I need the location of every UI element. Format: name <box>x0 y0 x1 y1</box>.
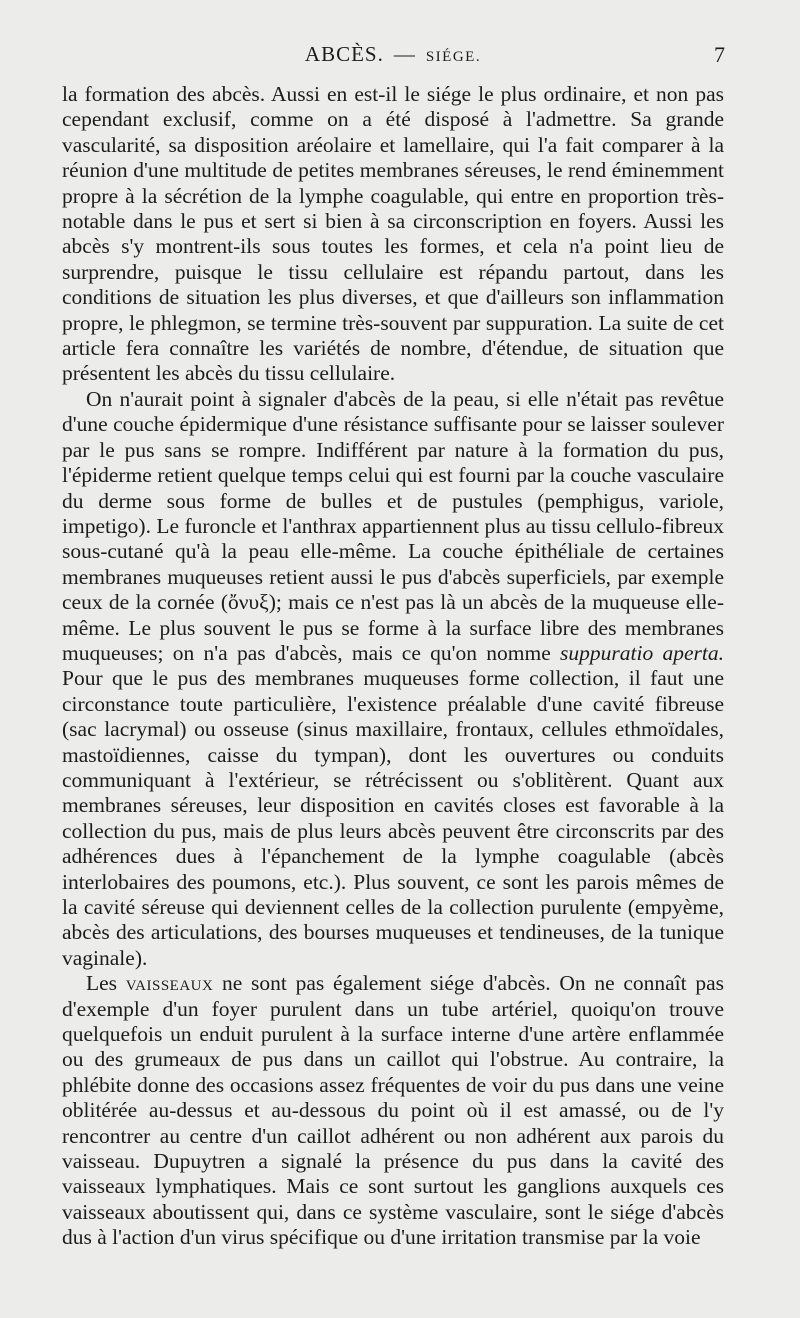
header-subtitle: SIÉGE. <box>425 49 482 65</box>
page-number: 7 <box>714 42 726 67</box>
body-text <box>62 82 724 1251</box>
paragraph-text: On n'aurait point à signaler d'abcès de la peau, si elle n'était pas revêtue d'une couche épidermique d'une résistance suffisante pour se laisser soulever par le pus sans se rompre. Indifférent par nature à la formation du pus, l'épiderme retient quelque temps celui qui est fourni par la couche vasculaire du derme sous forme de bulles et de pustules (pemphigus, variole, impetigo). Le furoncle et l'anthrax appartiennent plus au tissu cellulo-fibreux sous-cutané qu'à la peau elle-même. La couche épithéliale de certaines membranes muqueuses retient aussi le pus d'abcès superficiels, par exemple ceux de la cornée (ὄνυξ); mais ce n'est pas là un abcès de la muqueuse elle-même. Le plus souvent le pus se forme à la surface libre des membranes muqueuses; on n'a pas d'abcès, mais ce qu'on nomme <box>62 386 724 665</box>
italic-term: suppuratio aperta. <box>560 640 724 665</box>
paragraph-vessels <box>62 971 724 1250</box>
paragraph-skin-mucous <box>62 387 724 971</box>
header-separator: — <box>393 42 416 66</box>
running-header <box>62 42 724 82</box>
paragraph-text: ne sont pas également siége d'abcès. On ne connaît pas d'exemple d'un foyer purulent dans un tube artériel, quoiqu'on trouve quelquefois un enduit purulent à la surface interne d'une artère enflammée ou des grumeaux de pus dans un caillot qui l'obstrue. Au contraire, la phlébite donne des occasions assez fréquentes de voir du pus dans une veine oblitérée au-dessus et au-dessous du point où il est amassé, ou de l'y rencontrer au centre d'un caillot adhérent ou non adhérent aux parois du vaisseau. Dupuytren a signalé la présence du pus dans la cavité des vaisseaux lymphatiques. Mais ce sont surtout les ganglions auxquels ces vaisseaux aboutissent qui, dans ce système vasculaire, sont le siége d'abcès dus à l'action d'un virus spécifique ou d'une irritation transmise par la voie <box>62 971 724 1250</box>
header-title: ABCÈS. <box>304 42 384 66</box>
paragraph-text: Pour que le pus des membranes muqueuses forme collection, il faut une circonstance toute particulière, l'existence préalable d'une cavité fibreuse (sac lacrymal) ou osseuse (sinus maxillaire, frontaux, cellules ethmoïdales, mastoïdiennes, caisse du tympan), dont les ouvertures ou conduits communiquant à l'extérieur, se rétrécissent ou s'oblitèrent. Quant aux membranes séreuses, leur disposition en cavités closes est favorable à la collection du pus, mais de plus leurs abcès peuvent être circonscrits par des adhérences dues à l'épanchement de la lymphe coagulable (abcès interlobaires des poumons, etc.). Plus souvent, ce sont les parois mêmes de la cavité séreuse qui deviennent celles de la collection purulente (empyème, abcès des articulations, des bourses muqueuses et tendineuses, de la tunique vaginale). <box>62 666 724 970</box>
smallcaps-term: vaisseaux <box>125 971 214 996</box>
paragraph-continued: la formation des abcès. Aussi en est-il le siége le plus ordinaire, et non pas cependant exclusif, comme on a été disposé à l'admettre. Sa grande vascularité, sa disposition aréolaire et lamellaire, qui l'a fait comparer à la réunion d'une multitude de petites membranes séreuses, le rend éminemment propre à la sécrétion de la lymphe coagulable, qui entre en proportion très-notable dans le pus et sert si bien à sa circonscription en foyers. Aussi les abcès s'y montrent-ils sous toutes les formes, et cela n'a point lieu de surprendre, puisque le tissu cellulaire est répandu partout, dans les conditions de situation les plus diverses, et que d'ailleurs son inflammation propre, le phlegmon, se termine très-souvent par suppuration. La suite de cet article fera connaître les variétés de nombre, d'étendue, de situation que présentent les abcès du tissu cellulaire. <box>62 82 724 386</box>
paragraph-lead: Les <box>86 971 126 996</box>
header-title-group <box>305 42 481 67</box>
